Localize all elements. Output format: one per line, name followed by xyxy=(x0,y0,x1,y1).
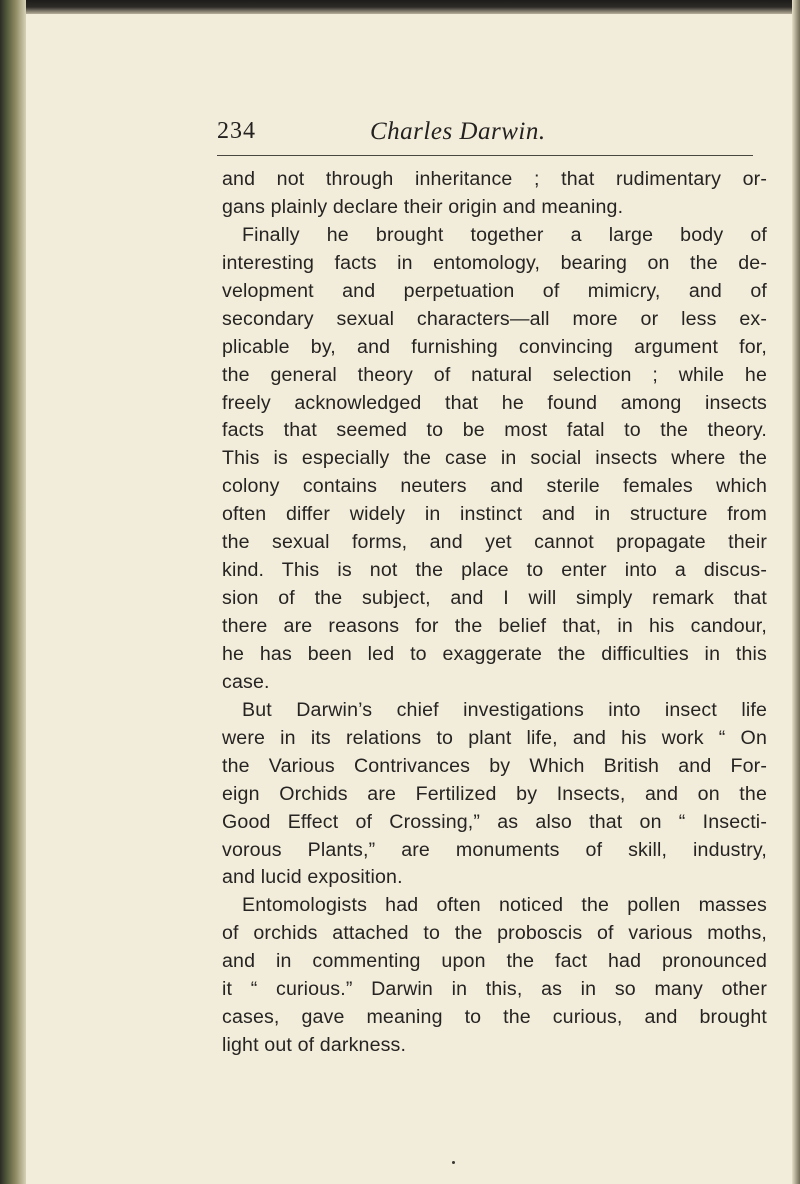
text-line: kind. This is not the place to enter into a discus- xyxy=(222,559,767,582)
text-line: the sexual forms, and yet cannot propagate their xyxy=(222,531,767,554)
text-line: there are reasons for the belief that, in his candour, xyxy=(222,615,767,637)
text-line: the general theory of natural selection ; while he xyxy=(222,363,767,386)
header-rule xyxy=(217,155,753,156)
running-head xyxy=(217,118,577,152)
text-line: gans plainly declare their origin and meaning. xyxy=(222,195,624,218)
text-line: and in commenting upon the fact had pronounced xyxy=(222,950,767,973)
text-line: and not through inheritance ; that rudimentary or- xyxy=(222,168,767,190)
text-line: and lucid exposition. xyxy=(222,866,403,889)
text-line: plicable by, and furnishing convincing argument for, xyxy=(222,335,767,358)
paragraph-start-line: But Darwin’s chief investigations into insect life xyxy=(242,698,767,721)
paragraph-start-line: Finally he brought together a large body of xyxy=(242,223,767,246)
text-line: vorous Plants,” are monuments of skill, industry, xyxy=(222,838,767,861)
book-binding-edge xyxy=(0,0,26,1184)
paragraph-start-line: Entomologists had often noticed the pollen masses xyxy=(242,894,767,917)
page-right-edge xyxy=(792,0,800,1184)
text-line: case. xyxy=(222,670,270,693)
text-line: colony contains neuters and sterile females which xyxy=(222,475,767,498)
running-title: Charles Darwin. xyxy=(370,118,546,145)
text-line: secondary sexual characters—all more or less ex- xyxy=(222,307,767,330)
text-line: interesting facts in entomology, bearing on the de- xyxy=(222,251,767,274)
text-line: This is especially the case in social insects where the xyxy=(222,447,767,470)
text-line: were in its relations to plant life, and his work “ On xyxy=(222,726,767,749)
page-top-edge xyxy=(0,0,800,14)
text-line: eign Orchids are Fertilized by Insects, and on the xyxy=(222,782,767,805)
text-line: velopment and perpetuation of mimicry, and of xyxy=(222,279,767,302)
text-line: freely acknowledged that he found among insects xyxy=(222,391,767,414)
text-line: the Various Contrivances by Which British and For- xyxy=(222,754,767,777)
text-line: he has been led to exaggerate the difficulties in this xyxy=(222,642,767,665)
text-line: sion of the subject, and I will simply remark that xyxy=(222,587,767,610)
body-text xyxy=(222,166,767,1060)
text-line: it “ curious.” Darwin in this, as in so many other xyxy=(222,978,767,1001)
text-line: cases, gave meaning to the curious, and brought xyxy=(222,1006,767,1029)
text-line: facts that seemed to be most fatal to the theory. xyxy=(222,419,767,442)
text-line: Good Effect of Crossing,” as also that on “ Insecti- xyxy=(222,810,767,833)
page-number: 234 xyxy=(217,118,256,144)
text-line: of orchids attached to the proboscis of various moths, xyxy=(222,922,767,945)
ink-speck xyxy=(452,1161,455,1164)
text-line: often differ widely in instinct and in structure from xyxy=(222,503,767,526)
text-line: light out of darkness. xyxy=(222,1034,407,1057)
